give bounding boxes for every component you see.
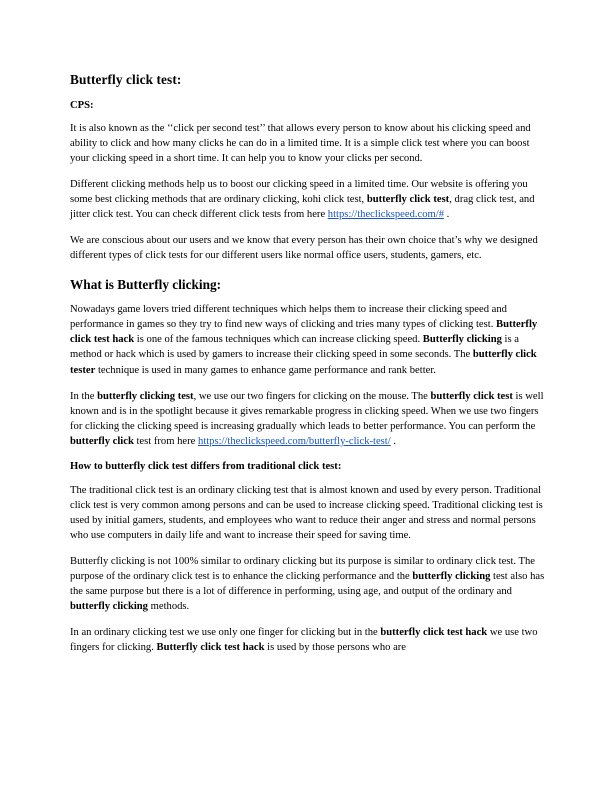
text-run: is a method or hack which is used by gamers to increase their clicking speed in some seconds. The	[70, 334, 519, 361]
page-title: Butterfly click test:	[70, 72, 182, 87]
paragraph-wib-2	[70, 389, 545, 449]
bold-run: butterfly click test	[366, 194, 450, 206]
paragraph-cps-2	[70, 177, 545, 222]
bold-run: Butterfly click test hack	[70, 319, 538, 346]
text-run: It is also known as the ‘‘click per second test’’ that allows every person to know about his clicking speed and ability to click and how many clicks he can do in a limited time. It is a simple click test where you can boost your clicking speed in a short time. It can help you to know your clicks per second.	[70, 123, 531, 165]
heading-what-is-butterfly-clicking-suffix: :	[216, 277, 222, 293]
text-run: is well known and is in the spotlight because it gives remarkable progress in clicking speed. When we use two fingers for clicking the clicking speed is increasing gradually which leads to better performance. You can perform the	[70, 390, 544, 432]
text-run: , we use our two fingers for clicking on the mouse. The	[193, 390, 431, 402]
text-run: We are conscious about our users and we know that every person has their own choice that’s why we designed different types of click tests for our different users like normal office users, students, gamers, etc.	[70, 235, 538, 262]
text-run: is used by those persons who are	[264, 642, 407, 654]
bold-run: butterfly click test hack	[380, 627, 488, 639]
heading-how-differs: How to butterfly click test differs from traditional click test:	[70, 460, 342, 472]
paragraph-hd-1	[70, 483, 545, 543]
paragraph-cps-1	[70, 121, 545, 166]
text-run: The traditional click test is an ordinary clicking test that is almost known and used by every person. Traditional click test is very common among persons and can be used to increase clicking speed. Traditional clicking test is used by initial gamers, students, and employees who want to reduce their anger and stress and normal persons who use computers in daily life and want to increase their speed for saving time.	[70, 484, 543, 541]
bold-run: butterfly clicking test	[97, 390, 194, 402]
text-run: , drag click test, and jitter click test. You can check different click tests from here	[70, 194, 535, 221]
paragraph-wib-1	[70, 302, 545, 377]
text-run: test also has the same purpose but there is a lot of difference in performing, using age, and output of the ordinary and	[70, 571, 545, 598]
heading-cps: CPS:	[70, 99, 94, 111]
hyperlink[interactable]: https://theclickspeed.com/#	[327, 209, 445, 221]
text-run: test from here	[133, 435, 198, 447]
bold-run: butterfly click test	[430, 390, 513, 402]
heading-what-is-butterfly-clicking-text: What is Butterfly clicking	[70, 277, 217, 293]
bold-run: Butterfly click test hack	[156, 642, 265, 654]
text-run: .	[390, 435, 396, 447]
text-run: Different clicking methods help us to boost our clicking speed in a limited time. Our website is offering you some best clicking methods that are ordinary clicking, kohi click test,	[70, 179, 528, 206]
heading-what-is-butterfly-clicking	[70, 277, 545, 293]
paragraph-hd-3	[70, 625, 545, 655]
bold-run: butterfly clicking	[412, 571, 491, 583]
text-run: In the	[70, 390, 98, 402]
text-run: In an ordinary clicking test we use only one finger for clicking but in the	[70, 627, 381, 639]
text-run: .	[444, 209, 450, 221]
text-run: technique is used in many games to enhance game performance and rank better.	[95, 364, 436, 376]
bold-run: butterfly click tester	[70, 349, 537, 376]
text-run: methods.	[147, 601, 190, 613]
text-run: we use two fingers for clicking.	[70, 627, 538, 654]
text-run: is one of the famous techniques which can increase clicking speed.	[134, 334, 423, 346]
paragraph-hd-2	[70, 554, 545, 614]
bold-run: Butterfly clicking	[422, 334, 502, 346]
paragraph-cps-3	[70, 233, 545, 263]
text-run: Butterfly clicking is not 100% similar to ordinary clicking but its purpose is similar to ordinary click test. The purpose of the ordinary click test is to enhance the clicking performance and the	[70, 556, 535, 583]
bold-run: butterfly clicking	[70, 601, 148, 613]
bold-run: butterfly click	[70, 435, 134, 447]
text-run: Nowadays game lovers tried different techniques which helps them to increase their clicking speed and performance in games so they try to find new ways of clicking and tries many types of clicking test.	[70, 304, 507, 331]
hyperlink[interactable]: https://theclickspeed.com/butterfly-click-test/	[197, 435, 391, 447]
